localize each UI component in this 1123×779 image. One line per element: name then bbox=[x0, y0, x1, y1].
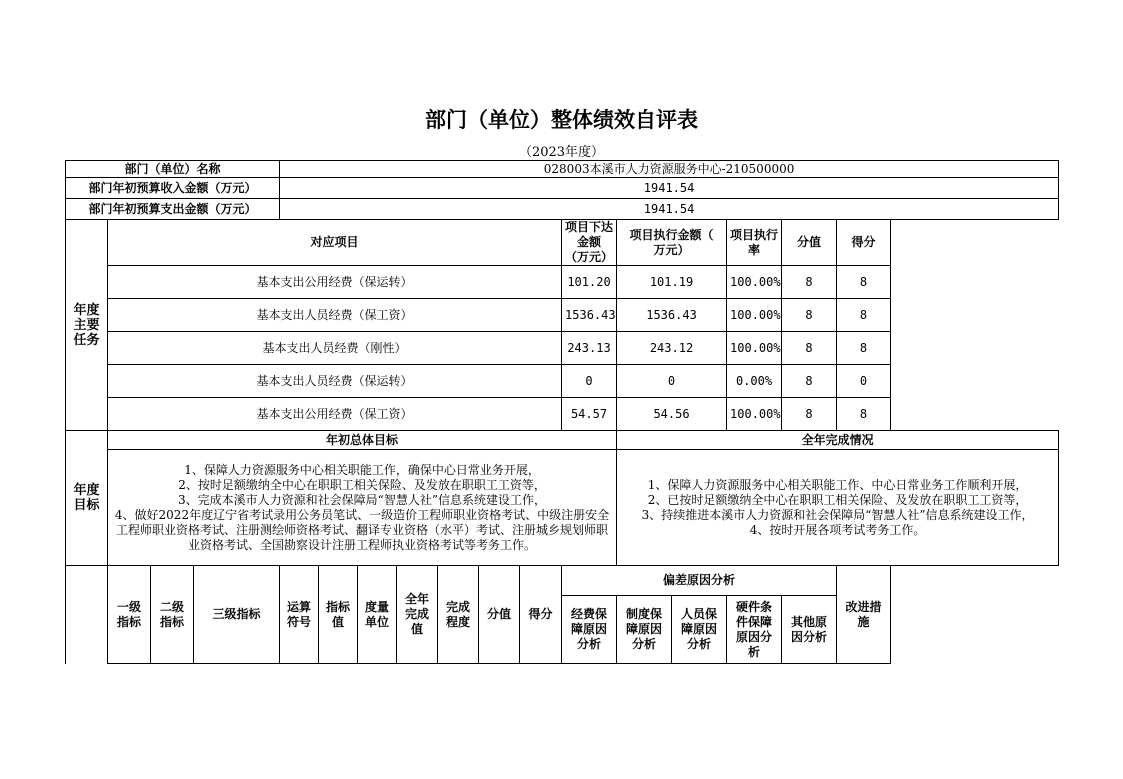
task-executed: 54.56 bbox=[617, 398, 727, 431]
task-score: 8 bbox=[837, 398, 891, 431]
col-other-reason: 其他原 因分析 bbox=[782, 596, 837, 664]
page-subtitle: （2023年度） bbox=[518, 145, 605, 160]
task-score: 8 bbox=[837, 299, 891, 332]
task-rate: 100.00% bbox=[727, 332, 782, 365]
col-level2: 二级 指标 bbox=[151, 566, 194, 664]
task-executed: 0 bbox=[617, 365, 727, 398]
col-score-value: 分值 bbox=[479, 566, 520, 664]
col-hardware-reason: 硬件条 件保障 原因分 析 bbox=[727, 596, 782, 664]
task-rate: 0.00% bbox=[727, 365, 782, 398]
task-item: 基本支出公用经费（保运转） bbox=[108, 266, 562, 299]
task-score: 8 bbox=[837, 266, 891, 299]
task-item: 基本支出公用经费（保工资） bbox=[108, 398, 562, 431]
income-value: 1941.54 bbox=[280, 178, 1059, 199]
task-score-value: 8 bbox=[782, 398, 837, 431]
col-level3: 三级指标 bbox=[194, 566, 280, 664]
page-title: 部门（单位）整体绩效自评表 bbox=[425, 108, 698, 132]
task-item: 基本支出人员经费（保运转） bbox=[108, 365, 562, 398]
task-item: 基本支出人员经费（刚性） bbox=[108, 332, 562, 365]
col-completion: 完成 程度 bbox=[438, 566, 479, 664]
col-score: 得分 bbox=[520, 566, 562, 664]
performance-table bbox=[65, 160, 1059, 664]
task-score-value: 8 bbox=[782, 299, 837, 332]
task-executed: 1536.43 bbox=[617, 299, 727, 332]
dept-name-label: 部门（单位）名称 bbox=[66, 161, 280, 178]
improvement-header: 改进措施 bbox=[837, 566, 891, 664]
task-allocated: 243.13 bbox=[562, 332, 617, 365]
task-executed: 101.19 bbox=[617, 266, 727, 299]
task-item: 基本支出人员经费（保工资） bbox=[108, 299, 562, 332]
task-score-value: 8 bbox=[782, 332, 837, 365]
indicators-section-label bbox=[66, 566, 108, 664]
task-rate: 100.00% bbox=[727, 299, 782, 332]
col-staff-reason: 人员保 障原因 分析 bbox=[672, 596, 727, 664]
task-score-value: 8 bbox=[782, 365, 837, 398]
col-level1: 一级 指标 bbox=[108, 566, 151, 664]
col-unit: 度量 单位 bbox=[358, 566, 397, 664]
completion-text: 1、保障人力资源服务中心相关职能工作、中心日常业务工作顺利开展， 2、已按时足额缴纳全中心在职职工相关保险、及发放在职职工工资等， 3、持续推进本溪市人力资源和社会保障局“智慧人社”信息系统建设工作， 4、按时开展各项考试考务工作。 bbox=[617, 450, 1059, 566]
tasks-section-label: 年度 主要 任务 bbox=[66, 220, 108, 431]
task-score: 8 bbox=[837, 332, 891, 365]
col-operator: 运算 符号 bbox=[280, 566, 319, 664]
task-executed: 243.12 bbox=[617, 332, 727, 365]
task-rate: 100.00% bbox=[727, 266, 782, 299]
col-funding-reason: 经费保 障原因 分析 bbox=[562, 596, 617, 664]
task-allocated: 1536.43 bbox=[562, 299, 617, 332]
completion-header: 全年完成情况 bbox=[617, 431, 1059, 450]
col-target-value: 指标 值 bbox=[319, 566, 358, 664]
task-rate: 100.00% bbox=[727, 398, 782, 431]
goals-section-label: 年度 目标 bbox=[66, 431, 108, 566]
task-allocated: 101.20 bbox=[562, 266, 617, 299]
col-executed: 项目执行金额（ 万元） bbox=[617, 220, 727, 266]
initial-goal-header: 年初总体目标 bbox=[108, 431, 617, 450]
col-score: 得分 bbox=[837, 220, 891, 266]
expense-label: 部门年初预算支出金额（万元） bbox=[66, 199, 280, 220]
col-rate: 项目执行率 bbox=[727, 220, 782, 266]
task-allocated: 54.57 bbox=[562, 398, 617, 431]
col-project: 对应项目 bbox=[108, 220, 562, 266]
col-actual-value: 全年 完成 值 bbox=[397, 566, 438, 664]
task-score-value: 8 bbox=[782, 266, 837, 299]
initial-goal-text: 1、保障人力资源服务中心相关职能工作，确保中心日常业务开展， 2、按时足额缴纳全中心在职职工相关保险、及发放在职职工工资等， 3、完成本溪市人力资源和社会保障局“智慧人社”信息系统建设工作， 4、做好2022年度辽宁省考试录用公务员笔试、一级造价工程师职业资格考试、中级注册安全工程师职业资格考试、注册测绘师资格考试、翻译专业资格（水平）考试、注册城乡规划师职业资格考试、全国勘察设计注册工程师执业资格考试等考务工作。 bbox=[108, 450, 617, 566]
task-allocated: 0 bbox=[562, 365, 617, 398]
col-score-value: 分值 bbox=[782, 220, 837, 266]
expense-value: 1941.54 bbox=[280, 199, 1059, 220]
col-allocated: 项目下达金额 （万元） bbox=[562, 220, 617, 266]
deviation-header: 偏差原因分析 bbox=[562, 566, 837, 596]
dept-name-value: 028003本溪市人力资源服务中心-210500000 bbox=[280, 161, 1059, 178]
task-score: 0 bbox=[837, 365, 891, 398]
income-label: 部门年初预算收入金额（万元） bbox=[66, 178, 280, 199]
col-policy-reason: 制度保 障原因 分析 bbox=[617, 596, 672, 664]
